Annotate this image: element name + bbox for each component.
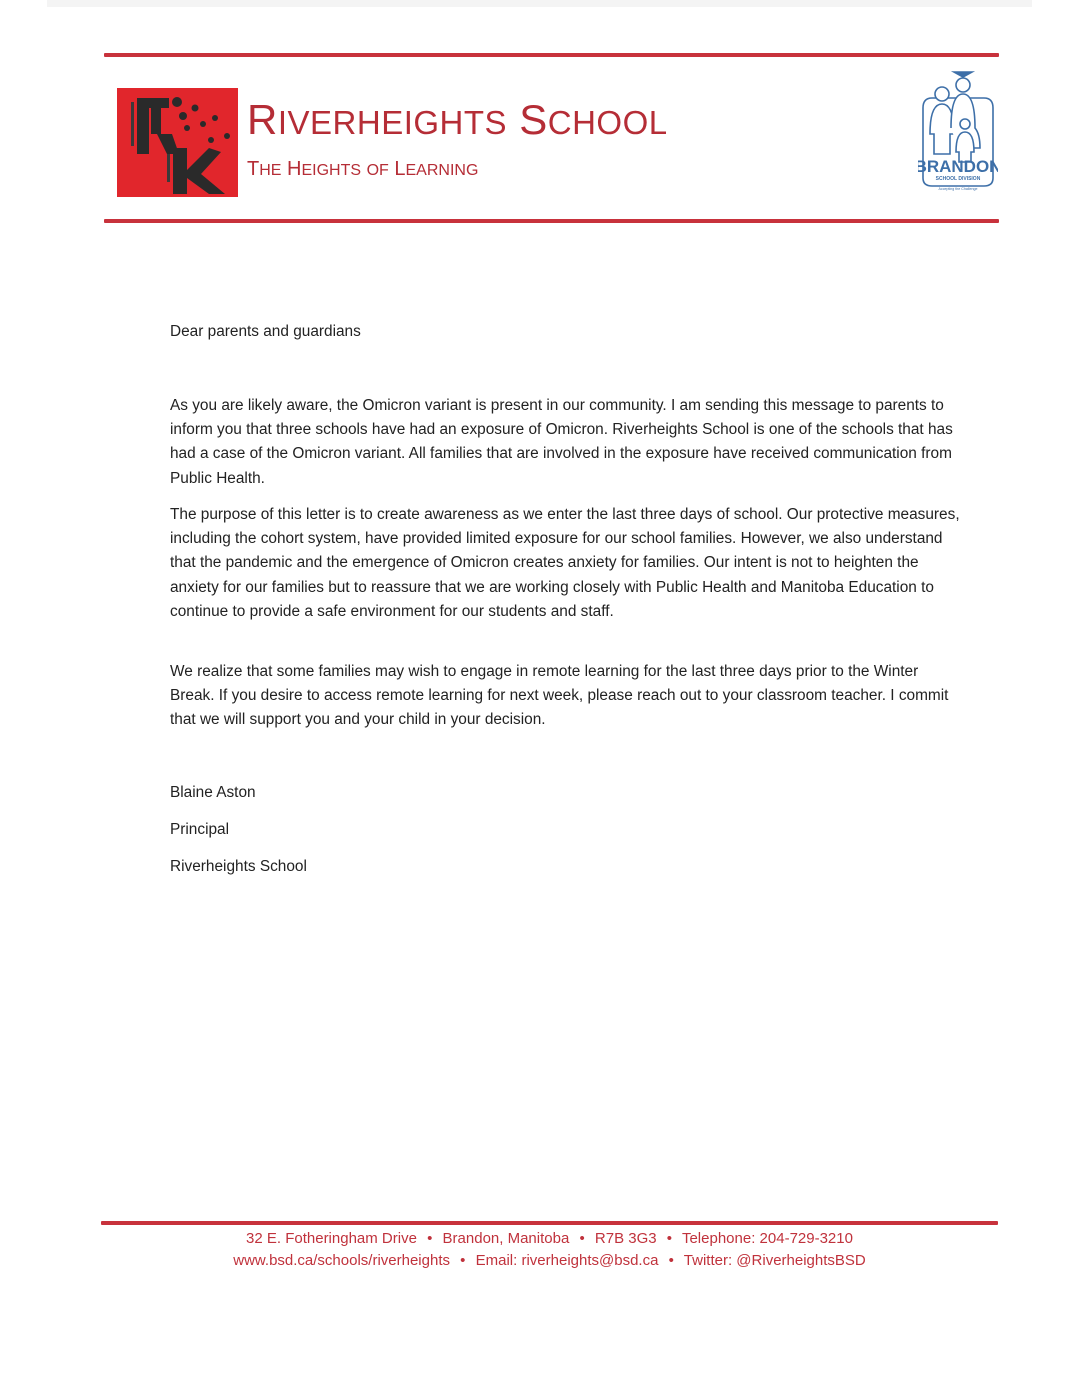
- tagline-rest: EIGHTS: [301, 162, 362, 179]
- footer-rule: [101, 1221, 998, 1225]
- tagline-rest: OF: [366, 162, 389, 179]
- footer-twitter-handle[interactable]: @RiverheightsBSD: [736, 1252, 866, 1269]
- page-top-strip: [47, 0, 1032, 7]
- signature-organization: Riverheights School: [170, 858, 307, 875]
- school-tagline: [247, 158, 478, 181]
- rk-monogram-graphic: [117, 88, 238, 197]
- tagline-rest: EARNING: [405, 162, 479, 179]
- letter-paragraph: The purpose of this letter is to create awareness as we enter the last three days of school. Our protective measures, including the cohort system, have provided limited exposure for our school families. However, we also understand that the pandemic and the emergence of Omicron creates anxiety for families. Our intent is not to heighten the anxiety for our families but to reassure that we are working closely with Public Health and Manitoba Education to continue to provide a safe environment for our students and staff.: [170, 506, 960, 620]
- footer-telephone-label: Telephone:: [681, 1230, 756, 1247]
- division-logo-graphic: [918, 68, 998, 192]
- footer-email-label: Email:: [475, 1252, 518, 1269]
- letter-paragraph: As you are likely aware, the Omicron variant is present in our community. I am sending this message to parents to inform you that three schools have had an exposure of Omicron. Riverheights School is one of the schools that has had a case of the Omicron variant. All families that are involved in the exposure have received communication from Public Health.: [170, 397, 953, 487]
- school-name-initial: R: [247, 96, 278, 143]
- school-name-initial: S: [519, 96, 548, 143]
- bullet-separator: •: [460, 1252, 466, 1269]
- division-subtitle: SCHOOL DIVISION: [935, 176, 981, 182]
- bullet-separator: •: [666, 1230, 673, 1247]
- letter-greeting: Dear parents and guardians: [170, 323, 361, 340]
- footer-address: 32 E. Fotheringham Drive: [246, 1230, 417, 1247]
- footer-twitter-label: Twitter:: [683, 1252, 733, 1269]
- header-top-rule: [104, 53, 999, 57]
- school-name-heading: [247, 96, 668, 144]
- signature-title: Principal: [170, 821, 230, 838]
- school-name-rest: CHOOL: [547, 104, 668, 141]
- tagline-initial: T: [247, 158, 260, 180]
- letter-paragraph: We realize that some families may wish to engage in remote learning for the last three days prior to the Winter Break. If you desire to access remote learning for next week, please reach out to your classroom teacher. I commit that we will support you and your child in your decision.: [170, 663, 949, 729]
- bullet-separator: •: [579, 1230, 585, 1247]
- division-motto: Accepting the Challenge: [938, 187, 978, 191]
- signature-name: Blaine Aston: [170, 784, 256, 801]
- tagline-initial: L: [394, 158, 406, 180]
- footer-address-line: [101, 1230, 998, 1247]
- brandon-school-division-logo-icon: [918, 68, 998, 192]
- tagline-rest: HE: [259, 162, 282, 179]
- footer-contact-line: [101, 1252, 998, 1269]
- rk-monogram-logo-icon: [117, 88, 238, 197]
- footer-email-link[interactable]: riverheights@bsd.ca: [521, 1252, 659, 1269]
- footer-postal-code: R7B 3G3: [594, 1230, 657, 1247]
- footer-telephone: 204-729-3210: [759, 1230, 853, 1247]
- tagline-initial: H: [287, 158, 302, 180]
- footer-city: Brandon, Manitoba: [442, 1230, 570, 1247]
- footer-website-link[interactable]: www.bsd.ca/schools/riverheights: [233, 1252, 450, 1269]
- bullet-separator: •: [427, 1230, 433, 1247]
- division-name: BRANDON: [918, 157, 998, 176]
- header-bottom-rule: [104, 219, 999, 223]
- bullet-separator: •: [668, 1252, 674, 1269]
- school-name-rest: IVERHEIGHTS: [277, 104, 508, 141]
